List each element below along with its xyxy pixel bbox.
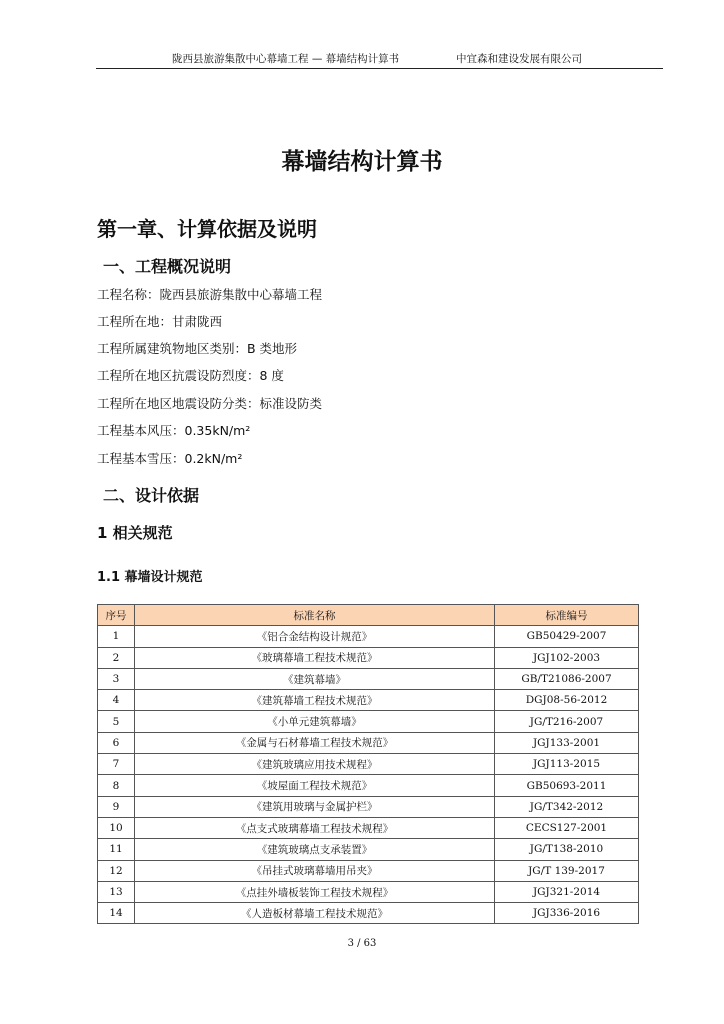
cell-standard-name: 《人造板材幕墙工程技术规范》: [135, 903, 495, 924]
table-row: [98, 796, 639, 817]
cell-standard-name: 《吊挂式玻璃幕墙用吊夹》: [135, 860, 495, 881]
cell-index: 2: [98, 647, 135, 668]
table-row: [98, 860, 639, 881]
cell-standard-name: 《建筑玻璃应用技术规程》: [135, 754, 495, 775]
table-row: [98, 839, 639, 860]
table-row: [98, 626, 639, 647]
section-heading-overview: 一、工程概况说明: [103, 257, 232, 276]
page-number: 3 / 63: [347, 938, 377, 949]
cell-standard-code: GB/T21086-2007: [495, 668, 639, 689]
cell-standard-code: JG/T 139-2017: [495, 860, 639, 881]
chapter-heading: 第一章、计算依据及说明: [97, 217, 317, 241]
cell-index: 10: [98, 817, 135, 838]
cell-standard-code: GB50693-2011: [495, 775, 639, 796]
table-row: [98, 668, 639, 689]
subsection-heading-codes: 1 相关规范: [97, 524, 173, 542]
cell-standard-name: 《建筑玻璃点支承装置》: [135, 839, 495, 860]
page-header: [96, 52, 663, 69]
cell-standard-code: CECS127-2001: [495, 817, 639, 838]
info-project-location: 工程所在地：甘肃陇西: [97, 314, 223, 329]
cell-index: 4: [98, 690, 135, 711]
table-row: [98, 903, 639, 924]
cell-standard-code: DGJ08-56-2012: [495, 690, 639, 711]
cell-standard-code: JGJ133-2001: [495, 732, 639, 753]
info-project-name: 工程名称：陇西县旅游集散中心幕墙工程: [97, 287, 323, 302]
subsection-heading-curtain-wall-codes: 1.1 幕墙设计规范: [97, 570, 203, 585]
cell-index: 13: [98, 881, 135, 902]
standards-table: [97, 604, 639, 924]
table-row: [98, 690, 639, 711]
cell-standard-code: JG/T216-2007: [495, 711, 639, 732]
cell-standard-code: JG/T342-2012: [495, 796, 639, 817]
table-header-row: [98, 605, 639, 626]
info-terrain-category: 工程所属建筑物地区类别：B 类地形: [97, 341, 298, 356]
table-row: [98, 732, 639, 753]
cell-standard-code: JGJ102-2003: [495, 647, 639, 668]
cell-index: 8: [98, 775, 135, 796]
column-header-standard-name: 标准名称: [135, 605, 495, 626]
cell-index: 7: [98, 754, 135, 775]
header-company-name: 中宜森和建设发展有限公司: [456, 53, 582, 65]
cell-standard-name: 《建筑幕墙》: [135, 668, 495, 689]
cell-index: 5: [98, 711, 135, 732]
table-row: [98, 647, 639, 668]
document-title: 幕墙结构计算书: [281, 149, 443, 175]
info-seismic-intensity: 工程所在地区抗震设防烈度：8 度: [97, 368, 284, 383]
cell-standard-code: JGJ336-2016: [495, 903, 639, 924]
cell-standard-name: 《点支式玻璃幕墙工程技术规程》: [135, 817, 495, 838]
table-row: [98, 881, 639, 902]
table-row: [98, 775, 639, 796]
header-project-title: 陇西县旅游集散中心幕墙工程 — 幕墙结构计算书: [172, 53, 400, 65]
table-row: [98, 711, 639, 732]
cell-standard-name: 《金属与石材幕墙工程技术规范》: [135, 732, 495, 753]
cell-standard-name: 《点挂外墙板装饰工程技术规程》: [135, 881, 495, 902]
cell-standard-name: 《坡屋面工程技术规范》: [135, 775, 495, 796]
cell-standard-name: 《铝合金结构设计规范》: [135, 626, 495, 647]
cell-index: 6: [98, 732, 135, 753]
info-snow-pressure: 工程基本雪压：0.2kN/m²: [97, 451, 243, 466]
cell-standard-code: JG/T138-2010: [495, 839, 639, 860]
cell-standard-code: JGJ113-2015: [495, 754, 639, 775]
cell-standard-code: GB50429-2007: [495, 626, 639, 647]
table-row: [98, 754, 639, 775]
cell-index: 12: [98, 860, 135, 881]
cell-index: 1: [98, 626, 135, 647]
column-header-index: 序号: [98, 605, 135, 626]
cell-index: 14: [98, 903, 135, 924]
cell-index: 11: [98, 839, 135, 860]
cell-standard-code: JGJ321-2014: [495, 881, 639, 902]
table-body: [98, 626, 639, 924]
column-header-standard-code: 标准编号: [495, 605, 639, 626]
cell-standard-name: 《小单元建筑幕墙》: [135, 711, 495, 732]
info-seismic-classification: 工程所在地区地震设防分类：标准设防类: [97, 396, 323, 411]
cell-standard-name: 《建筑用玻璃与金属护栏》: [135, 796, 495, 817]
cell-standard-name: 《建筑幕墙工程技术规范》: [135, 690, 495, 711]
cell-index: 9: [98, 796, 135, 817]
info-wind-pressure: 工程基本风压：0.35kN/m²: [97, 423, 251, 438]
cell-standard-name: 《玻璃幕墙工程技术规范》: [135, 647, 495, 668]
section-heading-design-basis: 二、设计依据: [103, 486, 200, 505]
cell-index: 3: [98, 668, 135, 689]
table-row: [98, 817, 639, 838]
